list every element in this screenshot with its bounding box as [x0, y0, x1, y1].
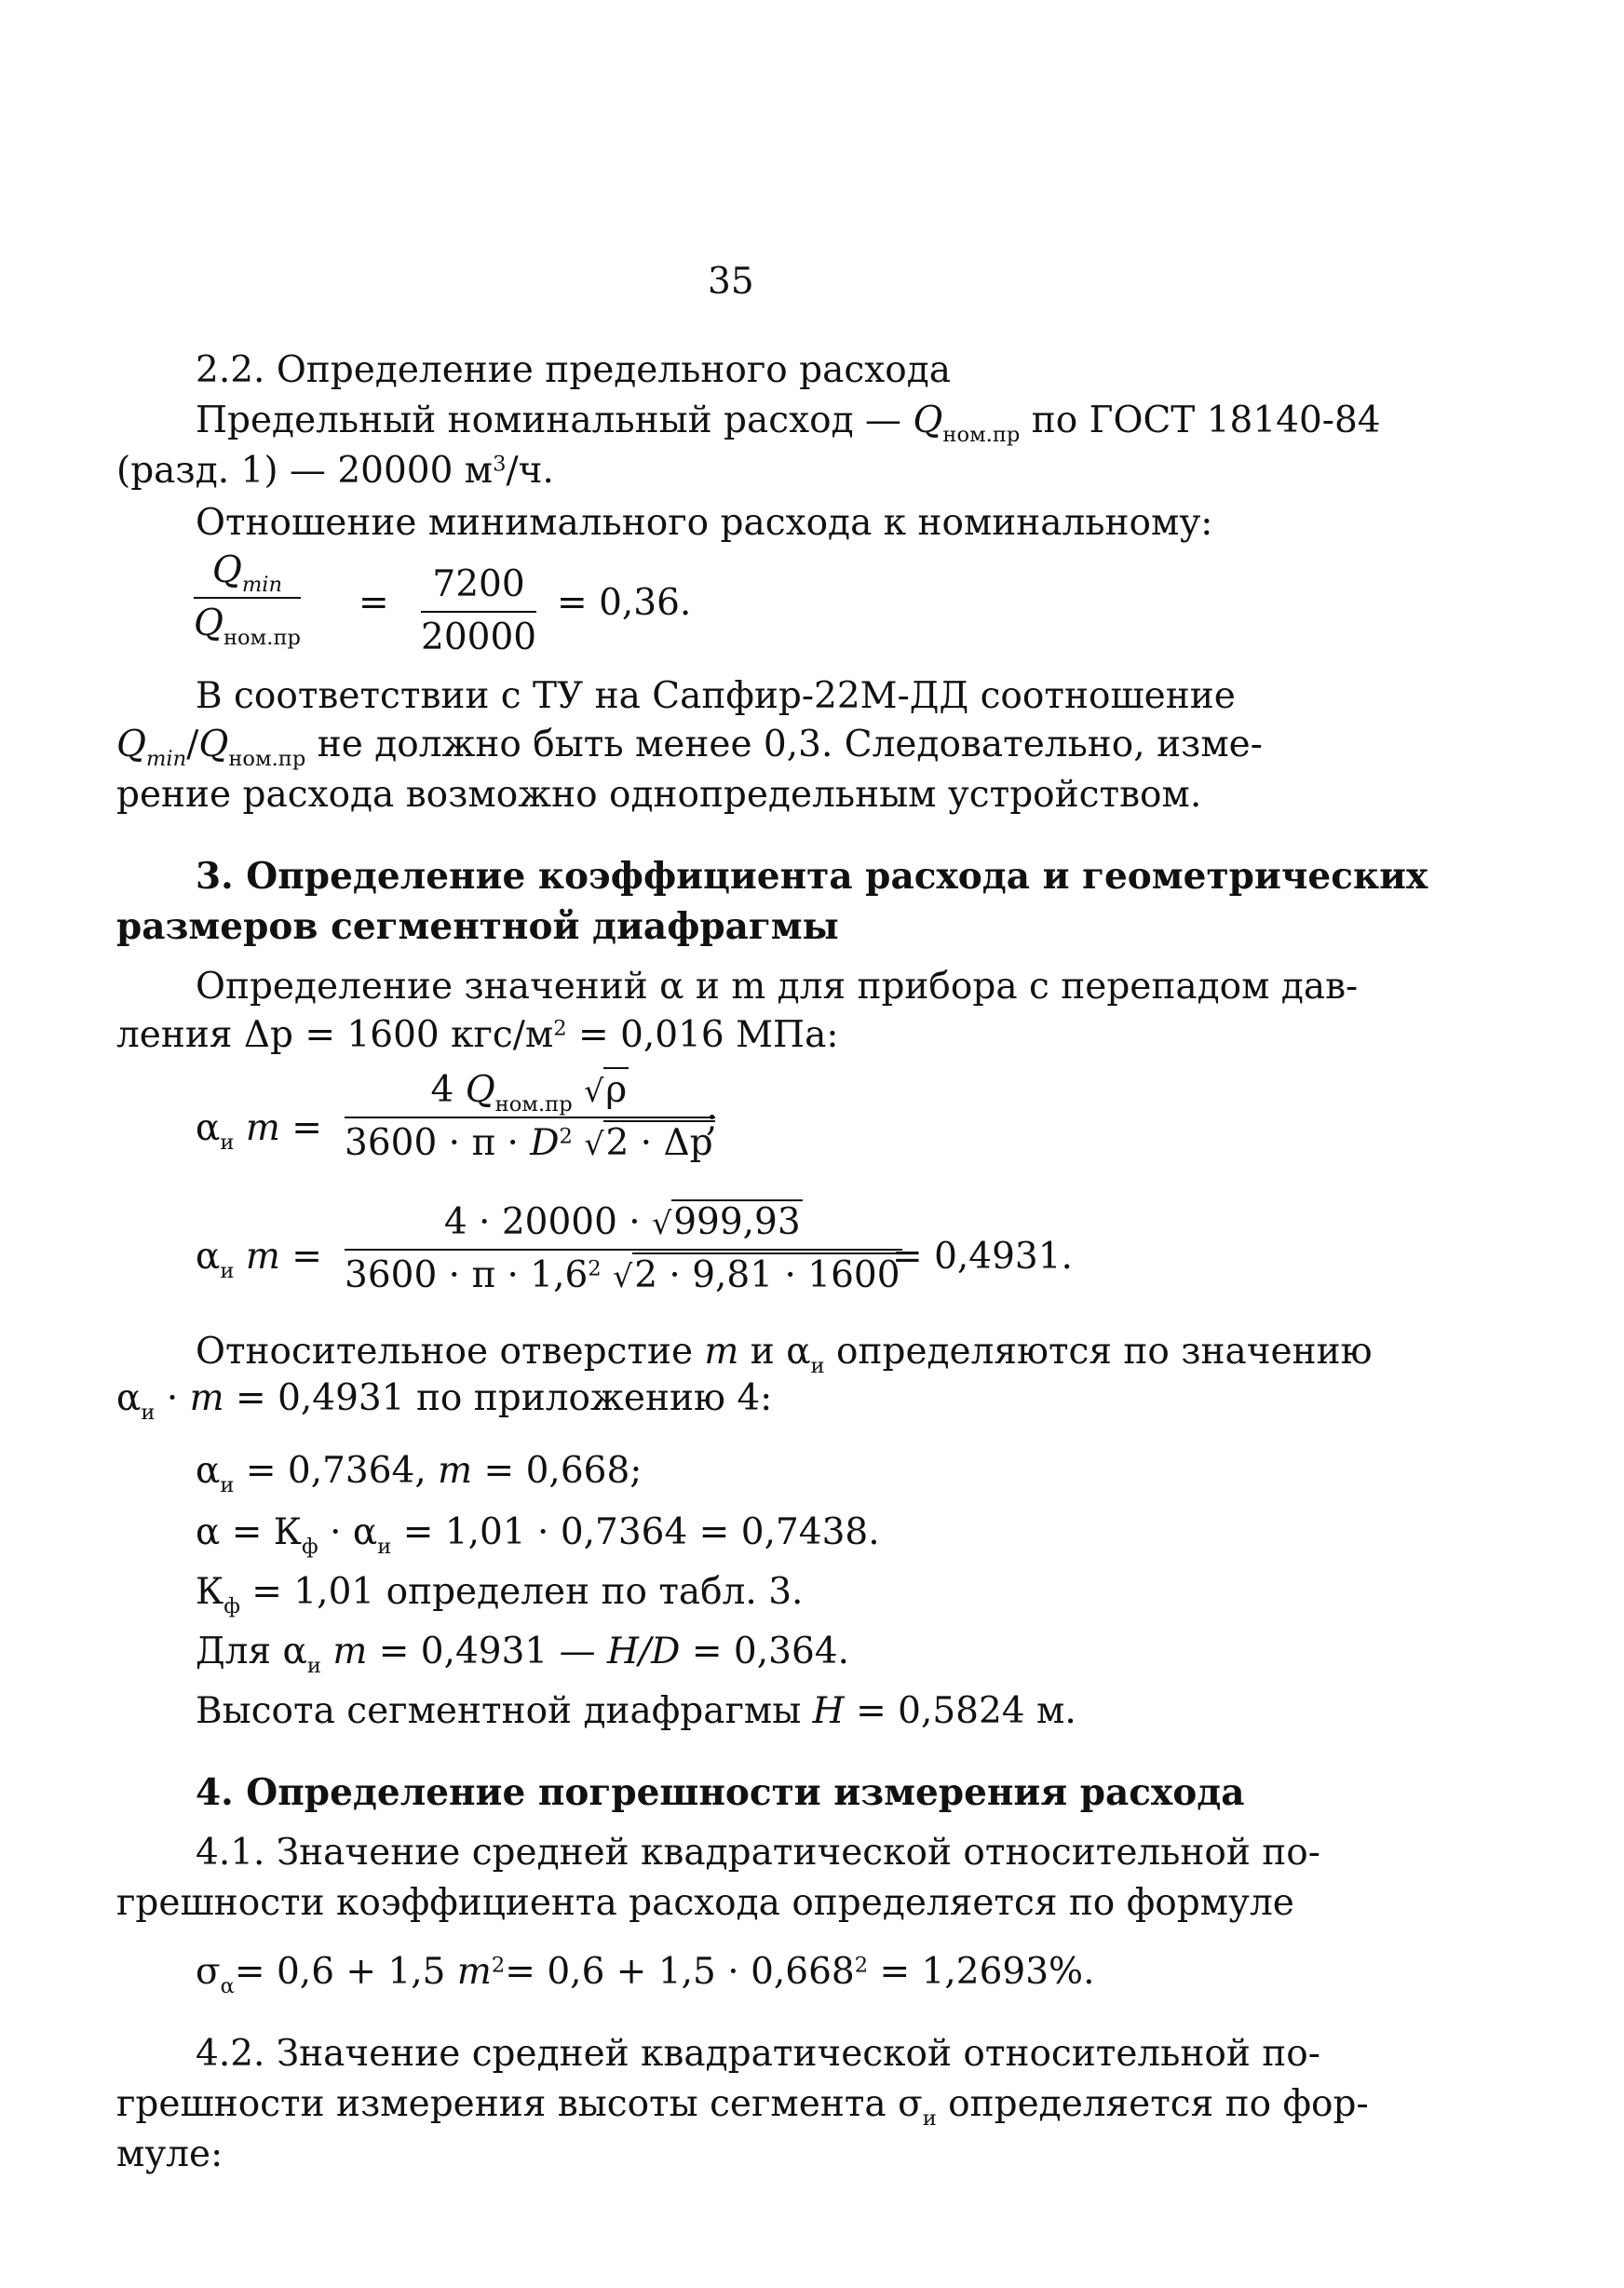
- formula-lhs: $\alpha_и$ m =: [196, 1107, 322, 1156]
- formula-line: Для $\alpha_и$ m = 0,4931 — H/D = 0,364.: [196, 1631, 849, 1679]
- formula-line: $К_ф = 1,01$ определен по табл. 3.: [196, 1571, 804, 1619]
- formula-alpha-m-general: 4 $Q_{ном.пр}$ √ρ $3600 \cdot \pi \cdot D^2$ √2 · Δp: [345, 1069, 713, 1164]
- formula-sigma-alpha: $\sigma_\alpha= 0,6 + 1,5$ $m^2= 0,6 + 1,5 \cdot 0,668^2 = 1,2693\%$.: [196, 1951, 1095, 1999]
- formula-line: $\alpha = К_ф \cdot \alpha_и = 1,01 \cdot 0,7364 = 0,7438$.: [196, 1511, 880, 1560]
- paragraph-line: рение расхода возможно однопредельным устройством.: [116, 774, 1202, 816]
- formula-ratio-values: 7200 20000: [421, 563, 537, 658]
- section-3-heading: 3. Определение коэффициента расхода и геометрических: [196, 855, 1428, 898]
- paragraph-line: Относительное отверстие m и $\alpha_и$ определяются по значению: [196, 1331, 1373, 1379]
- formula-line: Высота сегментной диафрагмы H = 0,5824 м.: [196, 1690, 1076, 1732]
- paragraph-line: $\alpha_и \cdot m = 0,4931$ по приложению 4:: [116, 1377, 773, 1426]
- paragraph-line: (разд. 1) — 20000 $м^3/ч$.: [116, 450, 554, 492]
- section-4-heading: 4. Определение погрешности измерения расхода: [196, 1771, 1245, 1814]
- paragraph-line: Определение значений α и m для прибора с перепадом дав-: [196, 966, 1359, 1008]
- formula-end: ;: [706, 1098, 719, 1140]
- paragraph-line: муле:: [116, 2133, 223, 2175]
- paragraph-line: грешности коэффициента расхода определяется по формуле: [116, 1882, 1294, 1924]
- formula-alpha-m-numeric: 4 · 20000 · √999,93 $3600 \cdot \pi \cdot 1,6^2$ √2 · 9,81 · 1600: [345, 1201, 900, 1296]
- page-number: 35: [708, 261, 754, 303]
- paragraph-line: $Q_{min}/Q_{ном.пр}$ не должно быть менее 0,3. Следовательно, изме-: [116, 724, 1263, 772]
- section-3-heading: размеров сегментной диафрагмы: [116, 905, 839, 948]
- section-2-2-heading: 2.2. Определение предельного расхода: [196, 349, 951, 391]
- formula-equals: =: [359, 582, 389, 624]
- paragraph-line: 4.2. Значение средней квадратической относительной по-: [196, 2033, 1320, 2075]
- paragraph-line: Отношение минимального расхода к номинальному:: [196, 502, 1213, 544]
- formula-line: $\alpha_и = 0,7364$, m = 0,668;: [196, 1450, 643, 1498]
- formula-ratio-q: $Q_{min}$ $Q_{ном.пр}$: [194, 549, 301, 651]
- paragraph-line: ления Δp = 1600 кгс/$м^2 = 0,016$ МПа:: [116, 1014, 839, 1056]
- paragraph-line: грешности измерения высоты сегмента $\sigma_и$ определяется по фор-: [116, 2083, 1369, 2132]
- formula-result: = 0,4931.: [892, 1236, 1073, 1278]
- paragraph-line: 4.1. Значение средней квадратической относительной по-: [196, 1832, 1320, 1874]
- formula-result: = 0,36.: [557, 582, 692, 624]
- formula-lhs: $\alpha_и$ m =: [196, 1236, 322, 1284]
- paragraph-line: В соответствии с ТУ на Сапфир-22М-ДД соотношение: [196, 675, 1236, 717]
- paragraph-line: Предельный номинальный расход — $Q_{ном.пр}$ по ГОСТ 18140-84: [196, 399, 1381, 448]
